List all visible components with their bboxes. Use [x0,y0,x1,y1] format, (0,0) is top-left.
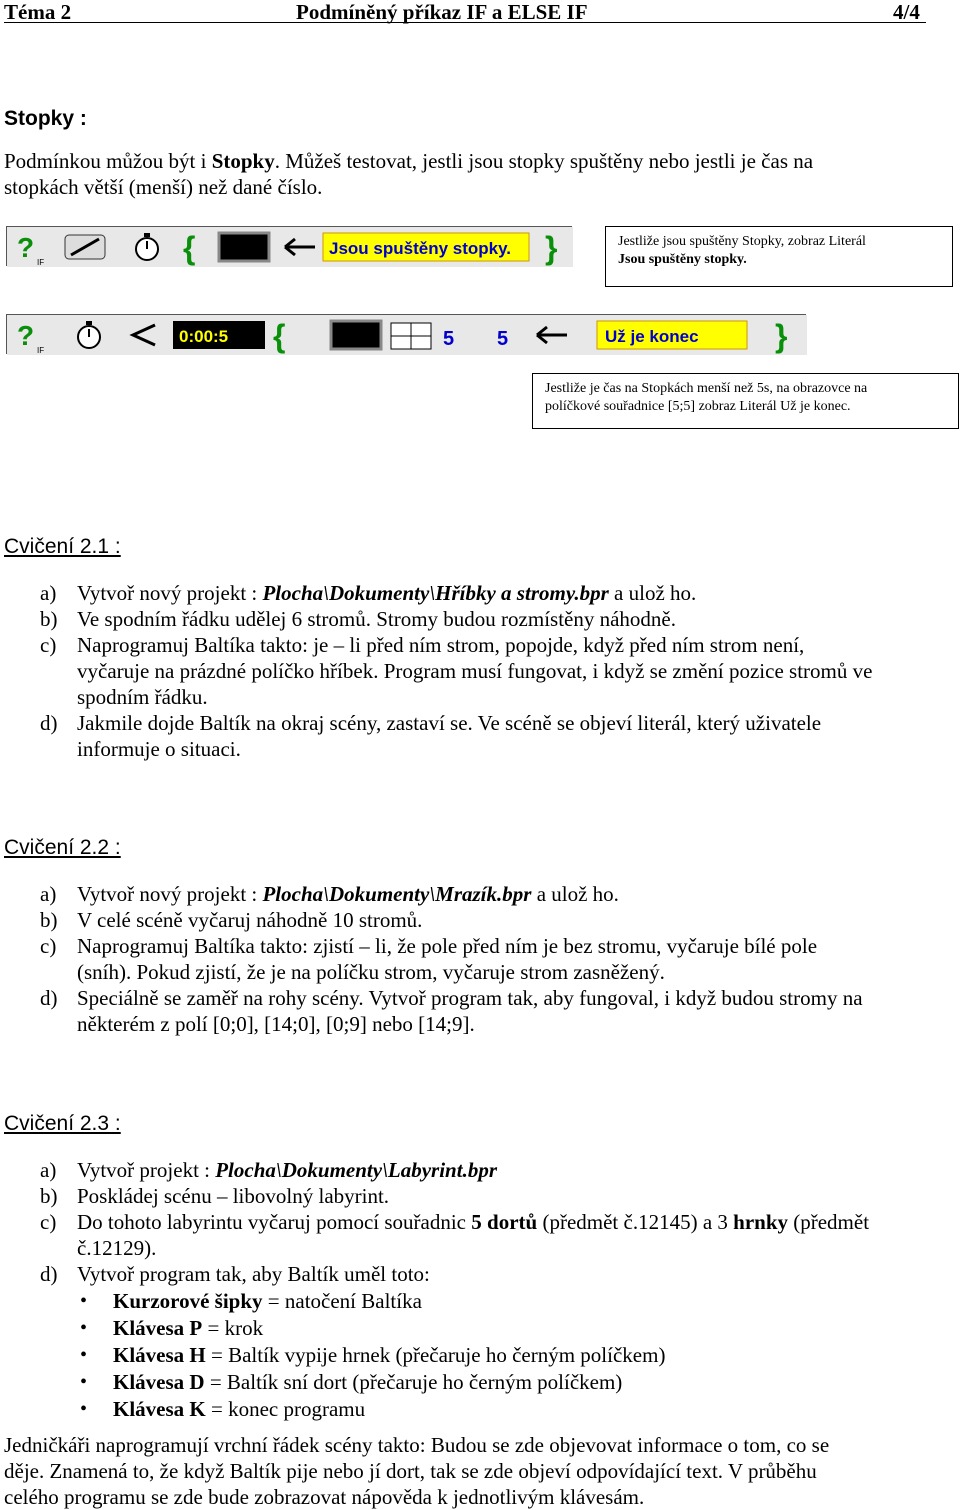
close-brace-icon: } [775,318,788,354]
item-label: d) [40,986,58,1010]
stopky-intro-line1 [4,148,813,174]
stopky-title: Stopky : [4,107,87,130]
if-question-icon: ? [17,320,35,351]
item-text: Vytvoř projekt : [77,1158,216,1182]
bullet-item [0,1396,960,1423]
exercise-2-2-title: Cvičení 2.2 : [4,836,121,859]
item-text: V celé scéně vyčaruj náhodně 10 stromů. [77,908,423,932]
bullet-icon: • [80,1317,88,1339]
program-strip-2 [6,314,806,354]
item-text: Naprogramuj Baltíka takto: je – li před ním strom, popojde, když před ním strom není, [77,633,805,657]
item-text: některém z polí [0;0], [14;0], [0;9] nebo [14;9]. [77,1012,475,1036]
strip-2-graphic [7,315,807,355]
note-2-line2: políčkové souřadnice [5;5] zobraz Literál Už je konec. [545,399,851,414]
svg-text:IF: IF [37,346,45,355]
note-1-line1: Jestliže jsou spuštěny Stopky, zobraz Literál [618,234,866,249]
header-title: Podmíněný příkaz IF a ELSE IF [296,0,588,24]
item-text: Speciálně se zaměř na rohy scény. Vytvoř program tak, aby fungoval, i když budou stromy na [77,986,863,1010]
bullet-key: Klávesa H [113,1343,206,1367]
bullet-item [0,1315,960,1342]
item-text: Vytvoř nový projekt : [77,882,263,906]
bullet-key: Klávesa P [113,1316,203,1340]
open-brace-icon: { [183,230,196,266]
bullet-key: Klávesa K [113,1397,206,1421]
intro-text: Podmínkou můžou být i [4,149,212,173]
item-text: Do tohoto labyrintu vyčaruj pomocí souřadnic [77,1210,472,1234]
item-text: a ulož ho. [531,882,619,906]
item-label: d) [40,711,58,735]
closing-line3: celého programu se zde bude zobrazovat nápověda k jednotlivým klávesám. [4,1485,645,1509]
bullet-item [0,1369,960,1396]
bullet-text: = Baltík vypije hrnek (přečaruje ho černým políčkem) [205,1343,666,1367]
stopky-intro-line2: stopkách větší (menší) než dané číslo. [4,175,323,199]
screen-icon [331,321,381,349]
item-text: (předmět č.12145) a 3 [537,1210,734,1234]
item-label: b) [40,908,58,932]
strip-2-literal: Už je konec [605,327,699,346]
item-text: Vytvoř nový projekt : [77,581,263,605]
program-strip-1 [6,226,572,266]
project-path: Plocha\Dokumenty\Hříbky a stromy.bpr [262,581,609,605]
bullet-icon: • [80,1398,88,1420]
item-label: a) [40,581,57,605]
item-text: spodním řádku. [77,685,208,709]
item-text: a ulož ho. [608,581,697,605]
item-text: Poskládej scénu – libovolný labyrint. [77,1184,390,1208]
closing-line1: Jedničkáři naprogramují vrchní řádek scény takto: Budou se zde objevovat informace o tom, co se [4,1433,830,1457]
bullet-key: Klávesa D [113,1370,205,1394]
note-1-line2: Jsou spuštěny stopky. [618,252,747,267]
open-brace-icon: { [273,318,286,354]
intro-text: . Můžeš testovat, jestli jsou stopky spuštěny nebo jestli je čas na [274,149,814,173]
screen-icon [219,233,269,261]
close-brace-icon: } [545,230,558,266]
item-bold: hrnky [733,1210,788,1234]
bullet-icon: • [80,1371,88,1393]
item-text: Naprogramuj Baltíka takto: zjistí – li, že pole před ním je bez stromu, vyčaruje bílé pole [77,934,818,958]
item-text: (sníh). Pokud zjistí, že je na políčku strom, vyčaruje strom zasněžený. [77,960,665,984]
bullet-item [0,1288,960,1315]
header-topic: Téma 2 [4,0,72,24]
item-text: vyčaruje na prázdné políčko hříbek. Program musí fungovat, i když se změní pozice stromů ve [77,659,873,683]
note-2-line1: Jestliže je čas na Stopkách menší než 5s, na obrazovce na [545,381,868,396]
item-label: c) [40,934,57,958]
item-label: a) [40,1158,57,1182]
hand-tool-icon [65,235,105,259]
note-1 [605,226,953,287]
strip-2-time: 0:00:5 [179,327,229,346]
bullet-text: = konec programu [205,1397,366,1421]
item-label: c) [40,1210,57,1234]
exercise-2-1-title: Cvičení 2.1 : [4,535,121,558]
item-text: (předmět [788,1210,870,1234]
strip-1-graphic [7,227,573,267]
grid-coordinate-icon [391,323,431,349]
header-page: 4/4 [893,0,920,24]
item-text: Jakmile dojde Baltík na okraj scény, zastaví se. Ve scéně se objeví literál, který uživatele [77,711,822,735]
bullet-icon: • [80,1290,88,1312]
svg-text:IF: IF [37,258,45,267]
item-label: a) [40,882,57,906]
bullet-item [0,1342,960,1369]
coord-y: 5 [497,328,509,350]
coord-x: 5 [443,328,455,350]
bullet-text: = krok [202,1316,264,1340]
item-text: Vytvoř program tak, aby Baltík uměl toto: [77,1262,430,1286]
item-text: Ve spodním řádku udělej 6 stromů. Stromy budou rozmístěny náhodně. [77,607,677,631]
bullet-text: = natočení Baltíka [262,1289,422,1313]
bullet-icon: • [80,1344,88,1366]
exercise-2-3-title: Cvičení 2.3 : [4,1112,121,1135]
project-path: Plocha\Dokumenty\Labyrint.bpr [215,1158,497,1182]
item-label: c) [40,633,57,657]
page-header [4,0,926,23]
if-question-icon: ? [17,232,35,263]
note-2 [532,373,959,429]
bullet-key: Kurzorové šipky [113,1289,263,1313]
item-bold: 5 dortů [471,1210,538,1234]
item-label: d) [40,1262,58,1286]
strip-1-literal: Jsou spuštěny stopky. [329,239,512,258]
closing-line2: děje. Znamená to, že když Baltík pije nebo jí dort, tak se zde objeví odpovídající text. V průběhu [4,1459,817,1483]
item-text: č.12129). [77,1236,157,1260]
project-path: Plocha\Dokumenty\Mrazík.bpr [262,882,532,906]
intro-bold: Stopky [211,149,275,173]
item-label: b) [40,1184,58,1208]
item-text: informuje o situaci. [77,737,241,761]
item-label: b) [40,607,58,631]
bullet-text: = Baltík sní dort (přečaruje ho černým políčkem) [204,1370,623,1394]
